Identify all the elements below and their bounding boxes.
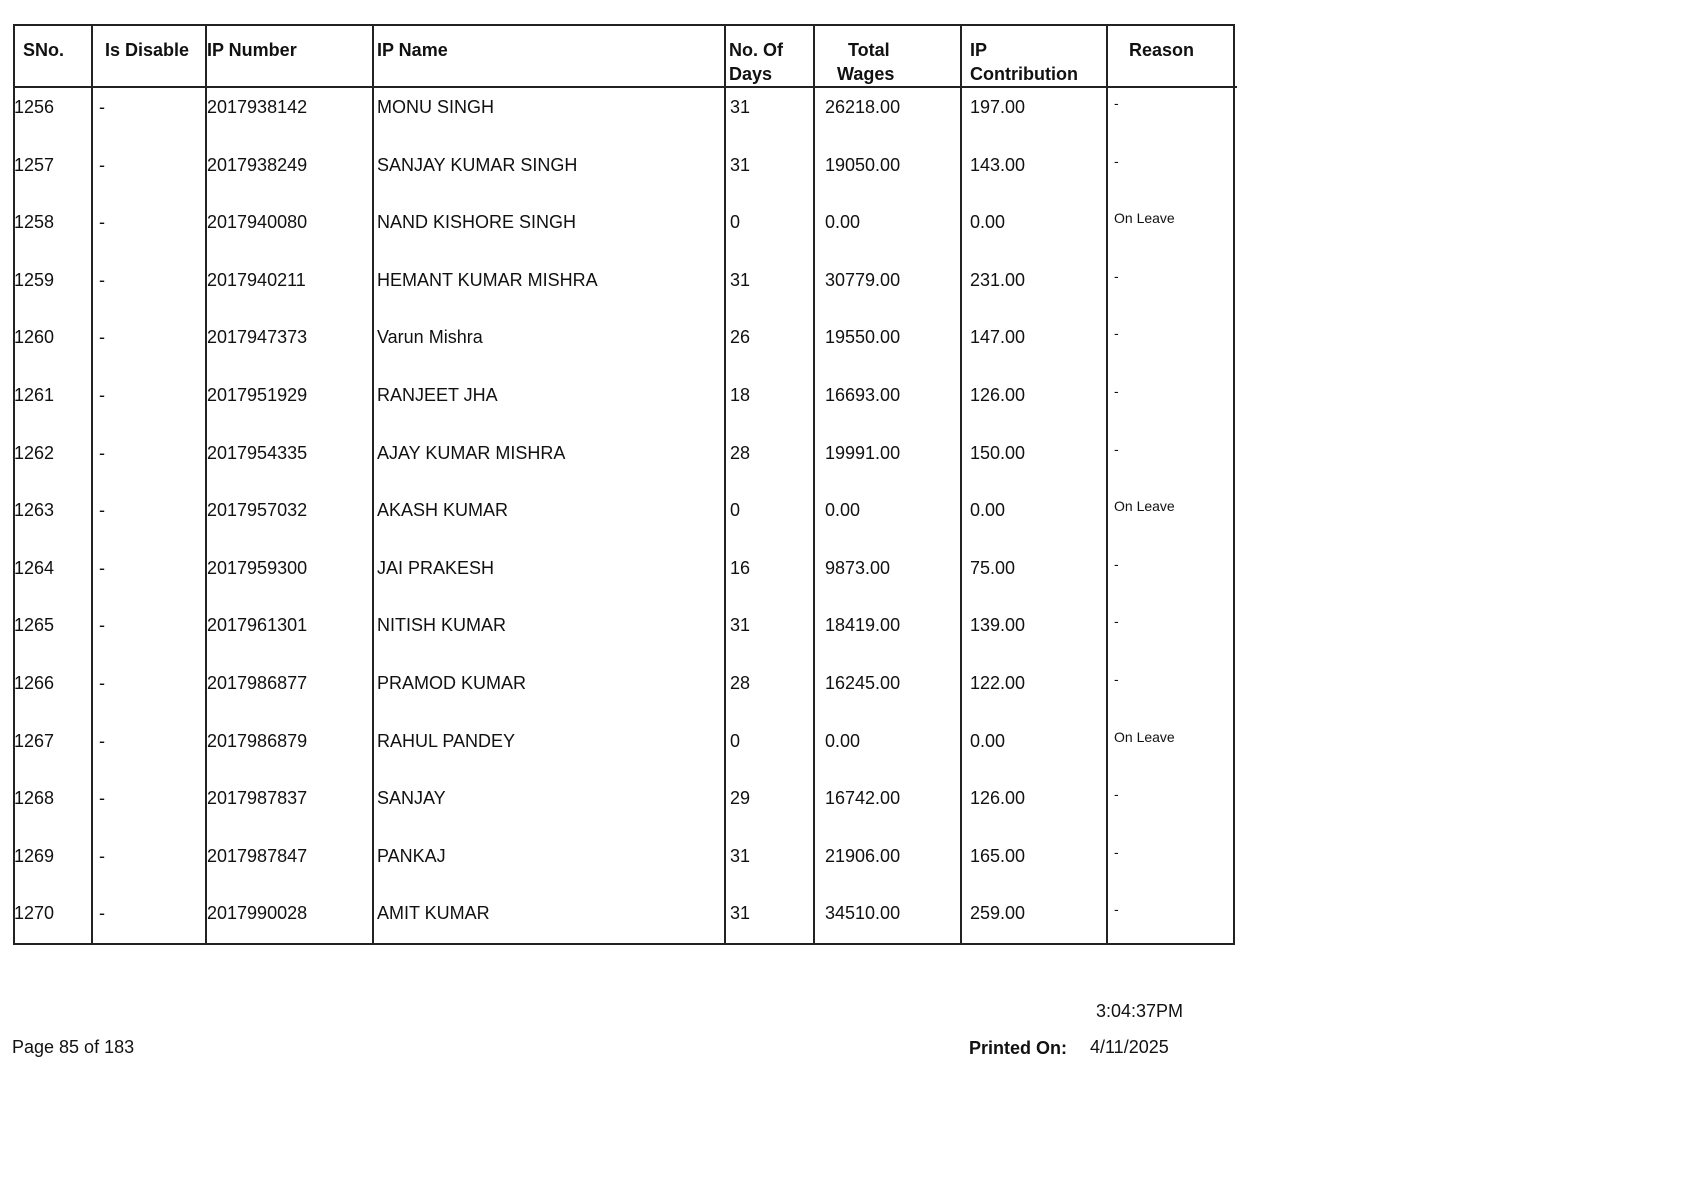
- cell-contribution: 75.00: [970, 557, 1016, 578]
- cell-ip-number: 2017947373: [207, 327, 308, 348]
- cell-ip-name: RAHUL PANDEY: [377, 730, 516, 751]
- cell-days: 31: [730, 845, 751, 866]
- cell-sno: 1268: [14, 788, 55, 809]
- header-contrib-line2: Contribution: [970, 64, 1078, 84]
- cell-reason: -: [1114, 383, 1119, 399]
- cell-ip-name: NAND KISHORE SINGH: [377, 212, 577, 233]
- cell-days: 26: [730, 327, 751, 348]
- cell-reason: -: [1114, 786, 1119, 803]
- cell-ip-name: PANKAJ: [377, 845, 446, 866]
- column-divider: [91, 26, 93, 945]
- cell-is-disable: -: [99, 385, 105, 405]
- cell-ip-name: AMIT KUMAR: [377, 903, 490, 924]
- printed-time: 3:04:37PM: [1096, 1001, 1184, 1021]
- cell-ip-name: RANJEET JHA: [377, 385, 498, 405]
- cell-ip-name: SANJAY: [377, 788, 446, 809]
- printed-date: 4/11/2025: [1090, 1037, 1169, 1057]
- cell-reason: -: [1114, 671, 1119, 687]
- cell-wages: 16742.00: [825, 788, 901, 809]
- cell-ip-number: 2017959300: [207, 557, 308, 578]
- cell-wages: 0.00: [825, 500, 861, 521]
- cell-days: 31: [730, 154, 751, 175]
- cell-sno: 1265: [14, 615, 55, 636]
- header-wages-line2: Wages: [837, 64, 895, 84]
- cell-wages: 0.00: [825, 212, 861, 233]
- cell-wages: 21906.00: [825, 845, 901, 866]
- cell-is-disable: -: [99, 97, 105, 117]
- cell-ip-number: 2017954335: [207, 442, 308, 463]
- cell-ip-name: Varun Mishra: [377, 327, 483, 348]
- cell-is-disable: -: [99, 673, 105, 693]
- cell-days: 31: [730, 269, 751, 290]
- cell-is-disable: -: [99, 269, 105, 290]
- cell-contribution: 126.00: [970, 385, 1026, 405]
- cell-days: 28: [730, 673, 751, 693]
- cell-contribution: 0.00: [970, 500, 1006, 521]
- cell-ip-name: HEMANT KUMAR MISHRA: [377, 269, 598, 290]
- cell-ip-name: NITISH KUMAR: [377, 615, 507, 636]
- cell-reason: -: [1114, 267, 1119, 284]
- cell-ip-number: 2017990028: [207, 903, 308, 924]
- cell-ip-number: 2017987847: [207, 845, 308, 866]
- cell-ip-number: 2017951929: [207, 385, 308, 405]
- cell-wages: 0.00: [825, 730, 861, 751]
- cell-sno: 1261: [14, 385, 55, 405]
- cell-is-disable: -: [99, 154, 105, 175]
- cell-sno: 1270: [14, 903, 55, 924]
- cell-reason: -: [1114, 440, 1119, 457]
- cell-reason: -: [1114, 152, 1119, 169]
- cell-ip-name: PRAMOD KUMAR: [377, 673, 527, 693]
- cell-sno: 1269: [14, 845, 55, 866]
- cell-wages: 30779.00: [825, 269, 901, 290]
- cell-reason: On Leave: [1114, 498, 1175, 515]
- cell-reason: -: [1114, 613, 1119, 630]
- header-wages-line1: Total: [848, 40, 890, 60]
- cell-is-disable: -: [99, 327, 105, 348]
- cell-days: 0: [730, 212, 741, 233]
- header-days-line2: Days: [729, 64, 773, 84]
- page-number: Page 85 of 183: [12, 1037, 135, 1057]
- cell-contribution: 143.00: [970, 154, 1026, 175]
- cell-reason: On Leave: [1114, 210, 1175, 227]
- cell-ip-number: 2017957032: [207, 500, 308, 521]
- cell-days: 28: [730, 442, 751, 463]
- cell-reason: -: [1114, 325, 1119, 342]
- header-days-line1: No. Of: [729, 40, 783, 60]
- cell-days: 31: [730, 97, 751, 117]
- cell-ip-number: 2017986879: [207, 730, 308, 751]
- cell-sno: 1258: [14, 212, 55, 233]
- cell-ip-number: 2017938249: [207, 154, 308, 175]
- cell-contribution: 165.00: [970, 845, 1026, 866]
- cell-days: 31: [730, 903, 751, 924]
- cell-ip-number: 2017940211: [207, 269, 306, 290]
- cell-is-disable: -: [99, 500, 105, 521]
- cell-contribution: 126.00: [970, 788, 1026, 809]
- cell-sno: 1256: [14, 97, 55, 117]
- cell-ip-number: 2017986877: [207, 673, 308, 693]
- cell-is-disable: -: [99, 212, 105, 233]
- cell-is-disable: -: [99, 845, 105, 866]
- header-ip-number: IP Number: [207, 40, 297, 60]
- cell-wages: 19991.00: [825, 442, 901, 463]
- cell-wages: 19050.00: [825, 154, 901, 175]
- cell-contribution: 150.00: [970, 442, 1026, 463]
- cell-is-disable: -: [99, 730, 105, 751]
- cell-is-disable: -: [99, 442, 105, 463]
- cell-sno: 1262: [14, 442, 55, 463]
- cell-days: 18: [730, 385, 751, 405]
- cell-reason: -: [1114, 95, 1119, 111]
- cell-wages: 18419.00: [825, 615, 901, 636]
- cell-contribution: 259.00: [970, 903, 1026, 924]
- cell-contribution: 122.00: [970, 673, 1026, 693]
- header-sno: SNo.: [23, 40, 65, 60]
- column-divider: [960, 26, 962, 945]
- cell-reason: -: [1114, 901, 1119, 918]
- header-total-wages: [837, 38, 894, 86]
- cell-days: 0: [730, 500, 741, 521]
- header-ip-name: IP Name: [377, 40, 448, 60]
- header-days: [729, 38, 783, 86]
- cell-contribution: 197.00: [970, 97, 1026, 117]
- cell-ip-number: 2017987837: [207, 788, 308, 809]
- cell-contribution: 0.00: [970, 730, 1006, 751]
- cell-wages: 34510.00: [825, 903, 901, 924]
- cell-sno: 1263: [14, 500, 55, 521]
- cell-ip-name: MONU SINGH: [377, 97, 494, 117]
- cell-contribution: 147.00: [970, 327, 1026, 348]
- cell-wages: 26218.00: [825, 97, 901, 117]
- cell-days: 0: [730, 730, 741, 751]
- cell-days: 31: [730, 615, 751, 636]
- printed-on-label: Printed On:: [969, 1038, 1067, 1058]
- cell-contribution: 231.00: [970, 269, 1026, 290]
- cell-is-disable: -: [99, 903, 105, 924]
- cell-sno: 1266: [14, 673, 55, 693]
- cell-sno: 1260: [14, 327, 55, 348]
- header-reason: Reason: [1129, 40, 1195, 60]
- cell-reason: -: [1114, 843, 1119, 860]
- cell-reason: On Leave: [1114, 728, 1175, 745]
- cell-ip-number: 2017961301: [207, 615, 308, 636]
- cell-ip-name: SANJAY KUMAR SINGH: [377, 154, 578, 175]
- cell-sno: 1264: [14, 557, 55, 578]
- cell-ip-name: AKASH KUMAR: [377, 500, 509, 521]
- header-ip-contribution: [970, 38, 1078, 86]
- cell-ip-name: AJAY KUMAR MISHRA: [377, 442, 566, 463]
- cell-days: 29: [730, 788, 751, 809]
- cell-wages: 9873.00: [825, 557, 891, 578]
- cell-contribution: 139.00: [970, 615, 1026, 636]
- cell-reason: -: [1114, 555, 1119, 572]
- cell-days: 16: [730, 557, 751, 578]
- header-contrib-line1: IP: [970, 40, 988, 60]
- cell-is-disable: -: [99, 788, 105, 809]
- column-divider: [724, 26, 726, 945]
- header-is-disable: Is Disable: [105, 40, 190, 60]
- cell-wages: 19550.00: [825, 327, 901, 348]
- header-divider: [15, 86, 1237, 88]
- cell-is-disable: -: [99, 615, 105, 636]
- cell-is-disable: -: [99, 557, 105, 578]
- contribution-table: [13, 24, 1235, 945]
- cell-sno: 1259: [14, 269, 55, 290]
- cell-wages: 16693.00: [825, 385, 901, 405]
- cell-ip-number: 2017938142: [207, 97, 308, 117]
- cell-ip-name: JAI PRAKESH: [377, 557, 495, 578]
- column-divider: [372, 26, 374, 945]
- cell-sno: 1267: [14, 730, 55, 751]
- cell-wages: 16245.00: [825, 673, 901, 693]
- cell-ip-number: 2017940080: [207, 212, 308, 233]
- column-divider: [813, 26, 815, 945]
- column-divider: [1106, 26, 1108, 945]
- cell-sno: 1257: [14, 154, 55, 175]
- cell-contribution: 0.00: [970, 212, 1006, 233]
